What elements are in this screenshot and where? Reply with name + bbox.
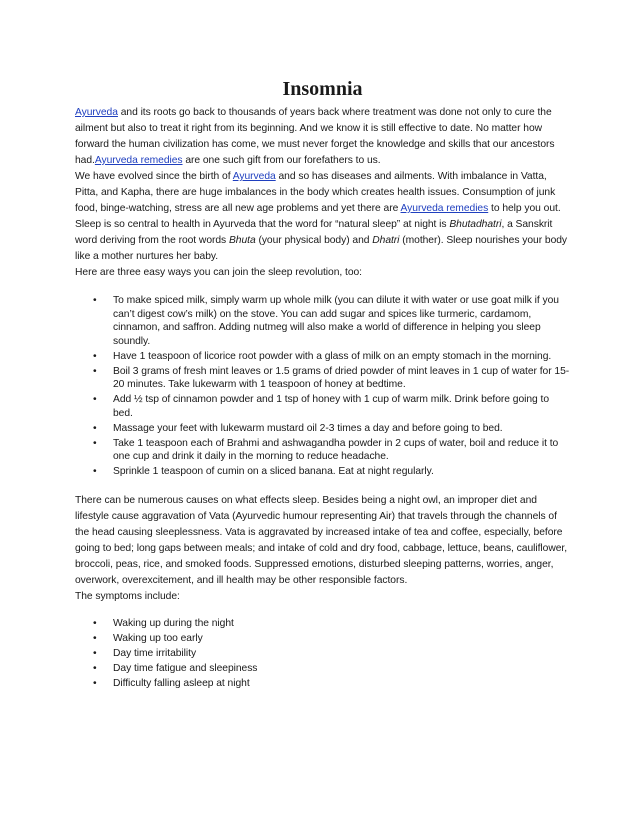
- list-item: • Waking up during the night: [93, 617, 234, 629]
- list-item: • Waking up too early: [93, 632, 203, 644]
- list-item: • Have 1 teaspoon of licorice root powder with a glass of milk on an empty stomach in the morning.: [93, 350, 552, 362]
- list-item: • Difficulty falling asleep at night: [93, 677, 250, 689]
- list-item: • Boil 3 grams of fresh mint leaves or 1.5 grams of dried powder of mint leaves in 1 cup of water for 15-20 minutes. Take lukewarm with 1 teaspoon of honey at bedtime.: [93, 365, 570, 390]
- tips-list: [75, 294, 570, 479]
- bullet-icon: •: [93, 437, 97, 449]
- evolution-paragraph: We have evolved since the birth of Ayurveda and so has diseases and ailments. With imbalance in Vatta, Pitta, and Kapha, there are huge imbalances in the body which creates health issues. Consumption of junk food, binge-watching, stress are all new age problems and yet there are Ayurveda remedies to help you out.: [75, 171, 561, 214]
- bullet-icon: •: [93, 422, 97, 434]
- list-item: • Sprinkle 1 teaspoon of cumin on a sliced banana. Eat at night regularly.: [93, 466, 434, 477]
- ayurveda-remedies-link[interactable]: Ayurveda remedies: [94, 155, 183, 166]
- list-item: • Take 1 teaspoon each of Brahmi and ashwagandha powder in 2 cups of water, boil and reduce it to one cup and drink it daily in the morning to reduce headache.: [93, 437, 559, 462]
- list-item: • To make spiced milk, simply warm up whole milk (you can dilute it with water or use goat milk if you can’t digest cow’s milk) on the stove. You can add sugar and spices like turmeric, cardamom, cinnamon, and saffron. Adding nutmeg will also make a world of difference in helping you sleep soundly.: [93, 295, 559, 347]
- tips-intro: Here are three easy ways you can join the sleep revolution, too:: [75, 267, 362, 278]
- ayurveda-remedies-link[interactable]: Ayurveda remedies: [400, 203, 489, 214]
- symptoms-list: [75, 617, 570, 691]
- bullet-icon: •: [93, 662, 97, 674]
- list-item: • Massage your feet with lukewarm mustard oil 2-3 times a day and before going to bed.: [93, 422, 503, 434]
- bullet-icon: •: [93, 394, 97, 405]
- list-item: • Add ½ tsp of cinnamon powder and 1 tsp of honey with 1 cup of warm milk. Drink before going to bed.: [93, 394, 550, 419]
- ayurveda-link[interactable]: Ayurveda: [232, 171, 276, 182]
- bullet-icon: •: [93, 647, 97, 659]
- bullet-icon: •: [93, 632, 97, 644]
- intro-paragraph: Ayurveda and its roots go back to thousands of years back where treatment was done not only to cure the ailment but also to treat it right from its beginning. And we know it is still effective to date. No matter how forward the human civilization has come, we must never forget the knowledge and skills that our ancestors had.Ayurveda remedies are one such gift from our forefathers to us.: [75, 107, 555, 166]
- ayurveda-link[interactable]: Ayurveda: [75, 107, 118, 118]
- bullet-icon: •: [93, 466, 97, 477]
- causes-paragraph: There can be numerous causes on what effects sleep. Besides being a night owl, an improper diet and lifestyle cause aggravation of Vata (Ayurvedic humour representing Air) that travels through the channels of the head causing sleeplessness. Vata is aggravated by increased intake of tea and coffee, especially, before going to bed; long gaps between meals; and intake of cold and dry food, cabbage, lettuce, beans, cauliflower, broccoli, peas, rice, and smoked foods. Suppressed emotions, disturbed sleeping patterns, worries, anger, overwork, overexcitement, and ill health may be other responsible factors.: [75, 494, 567, 586]
- bullet-icon: •: [93, 365, 97, 377]
- bullet-icon: •: [93, 677, 97, 689]
- list-item: • Day time irritability: [93, 647, 197, 659]
- sleep-paragraph: Sleep is so central to health in Ayurveda that the word for “natural sleep” at night is Bhutadhatri, a Sanskrit word deriving from the root words Bhuta (your physical body) and Dhatri (mother). Sleep nourishes your body like a mother nurtures her baby.: [75, 219, 568, 262]
- page-title: Insomnia: [282, 78, 363, 100]
- symptoms-intro: The symptoms include:: [75, 590, 180, 602]
- list-item: • Day time fatigue and sleepiness: [93, 662, 258, 674]
- bullet-icon: •: [93, 617, 97, 629]
- bullet-icon: •: [93, 295, 97, 306]
- bullet-icon: •: [93, 350, 97, 362]
